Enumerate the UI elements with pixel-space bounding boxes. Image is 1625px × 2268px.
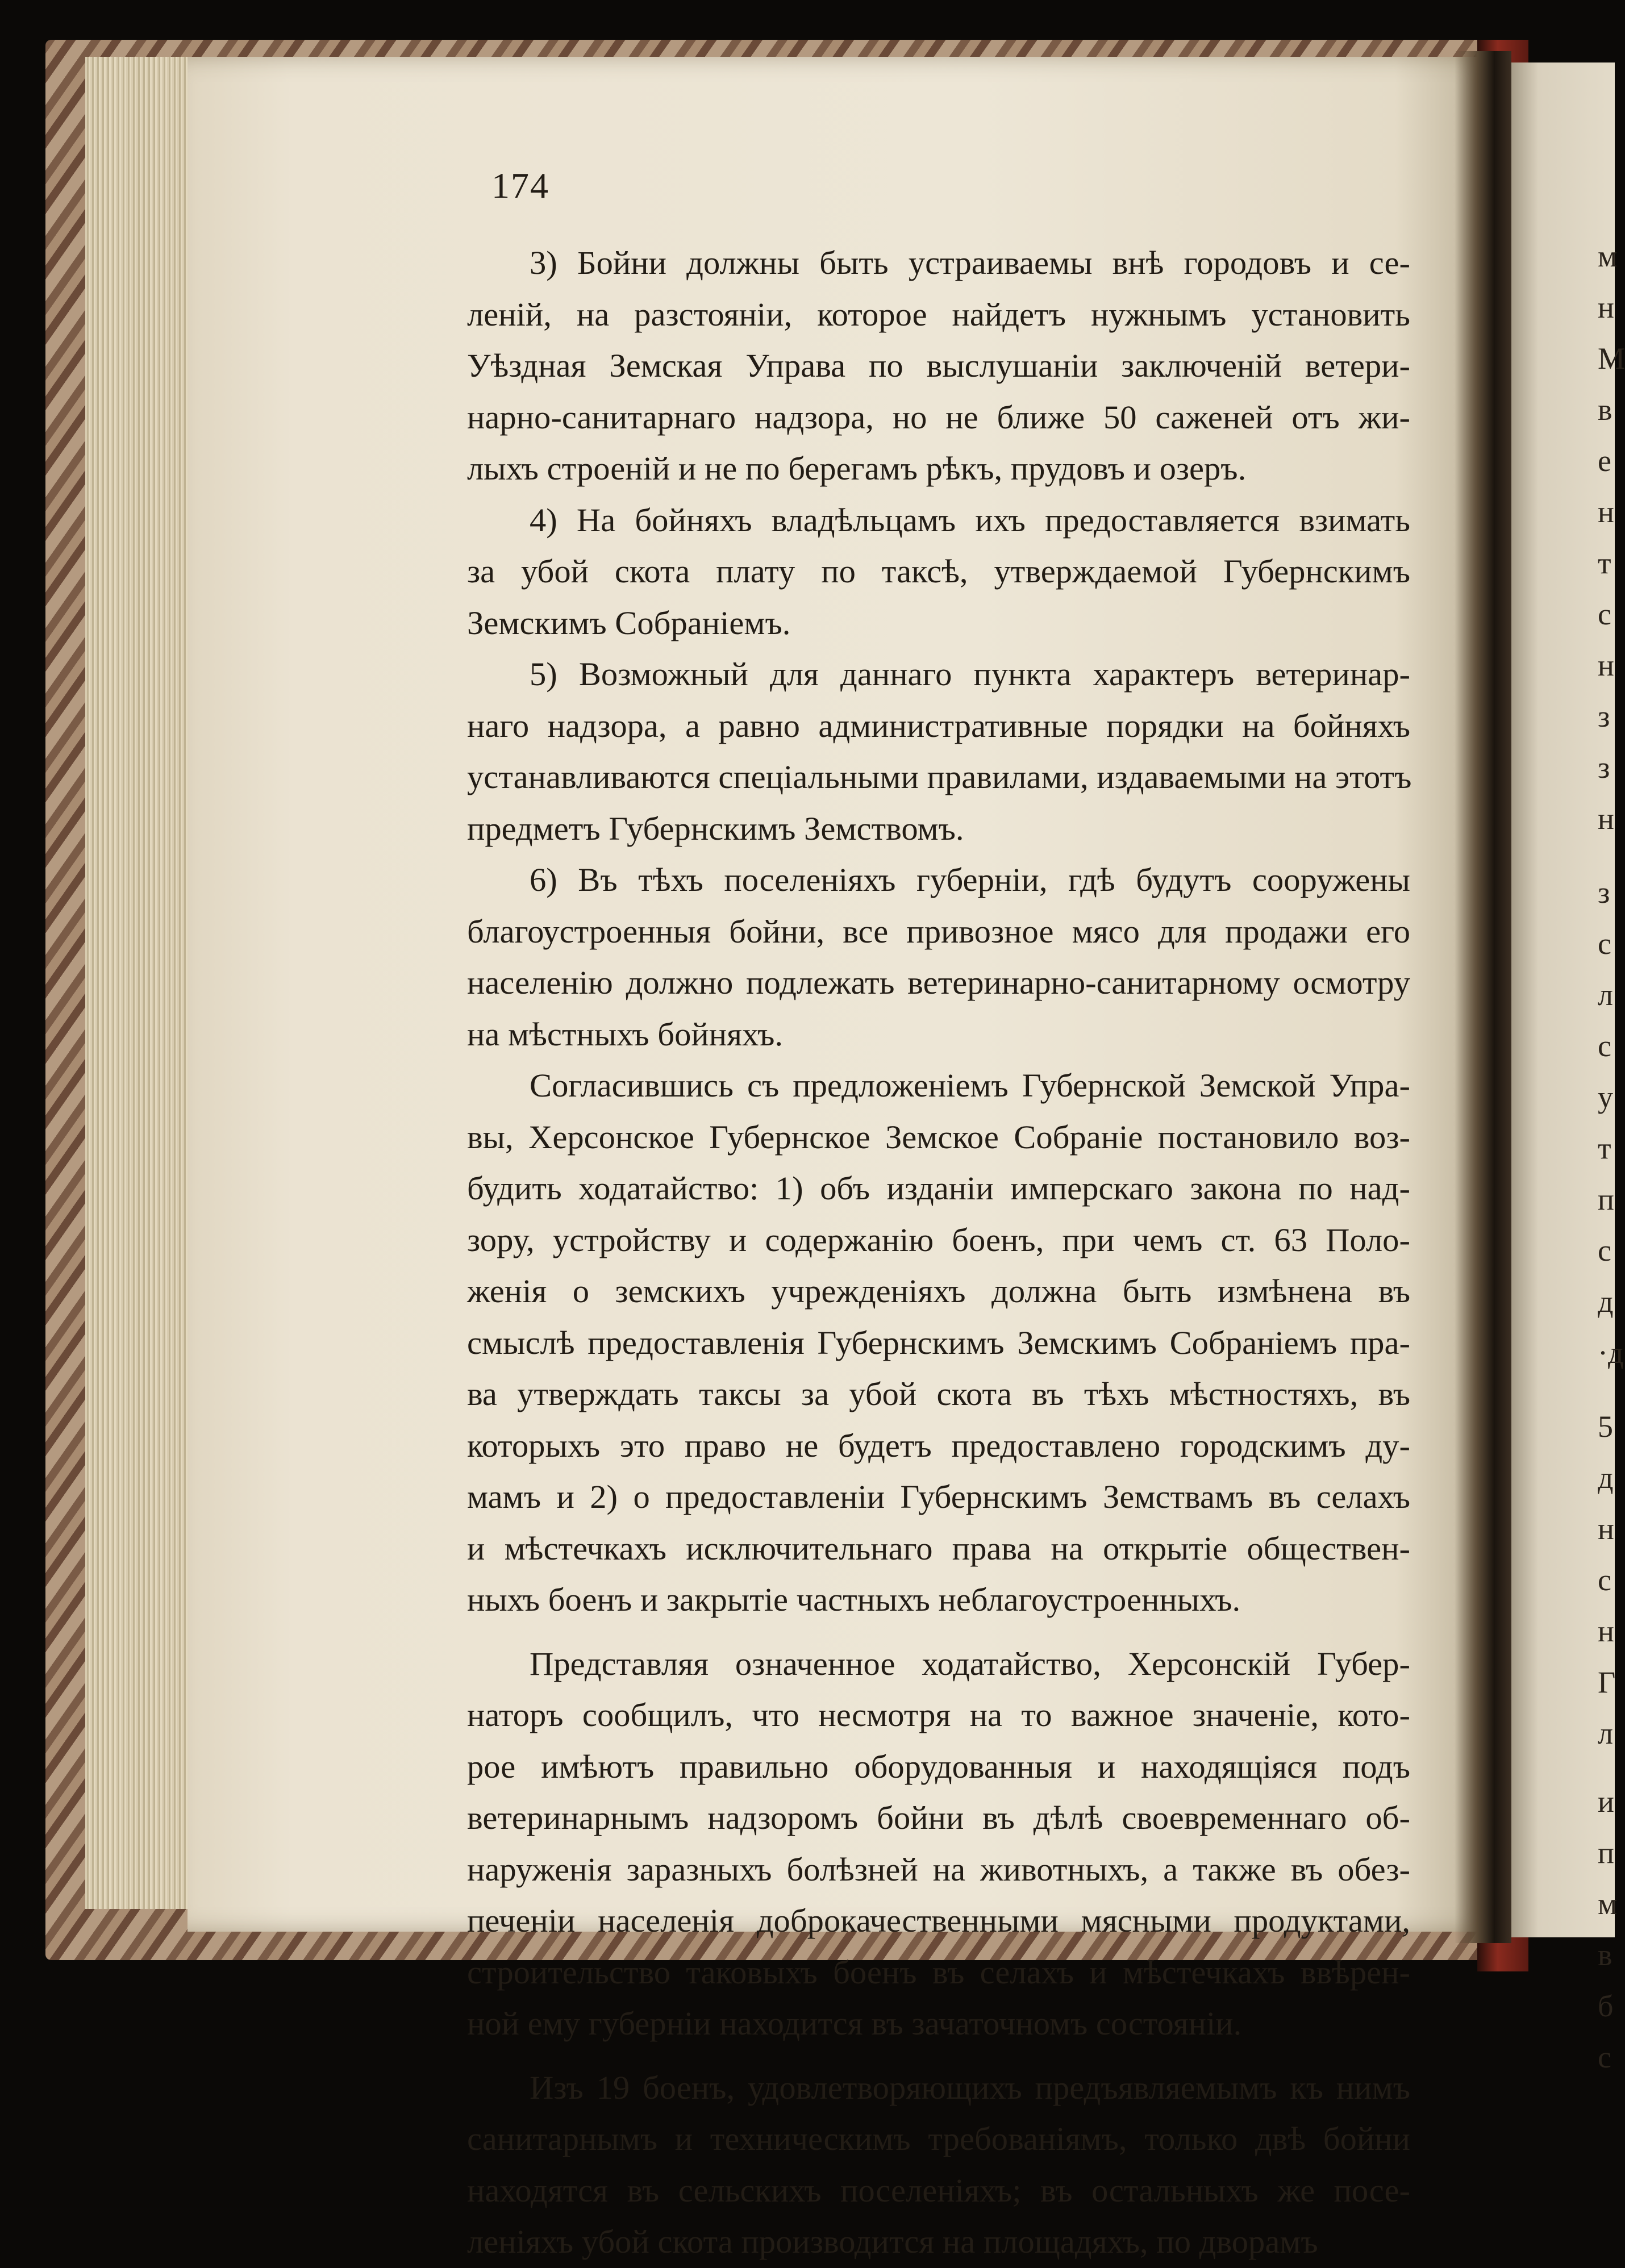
next-page-letter: Г: [1598, 1665, 1616, 1699]
text-line: Изъ 19 боенъ, удовлетворяющихъ предъявляемымъ къ нимъ: [530, 2069, 1410, 2106]
text-line: благоустроенныя бойни, все привозное мясо для продажи его: [467, 912, 1410, 950]
page-edges: [85, 57, 199, 1909]
paragraph: [467, 1639, 1410, 2050]
text-line: за убой скота плату по таксѣ, утверждаемой Губернскимъ: [467, 553, 1410, 590]
text-line: 3) Бойни должны быть устраиваемы внѣ городовъ и се-: [530, 244, 1410, 281]
next-page-letter: т: [1598, 546, 1611, 580]
text-line: Согласившись съ предложеніемъ Губернской Земской Упра-: [530, 1067, 1410, 1104]
text-line: предметъ Губернскимъ Земствомъ.: [467, 810, 964, 847]
text-line: и мѣстечкахъ исключительнаго права на открытіе обществен-: [467, 1529, 1410, 1567]
text-line: зору, устройству и содержанію боенъ, при чемъ ст. 63 Поло-: [467, 1221, 1410, 1258]
text-line: вы, Херсонское Губернское Земское Собраніе постановило воз-: [467, 1118, 1410, 1156]
next-page-letter: в: [1598, 1938, 1613, 1972]
text-line: ветеринарнымъ надзоромъ бойни въ дѣлѣ своевременнаго об-: [467, 1799, 1410, 1836]
page-number: 174: [491, 165, 549, 206]
next-page-letter: и: [1598, 1785, 1614, 1819]
text-line: печеніи населенія доброкачественными мясными продуктами,: [467, 1902, 1410, 1939]
next-page-letter: с: [1598, 597, 1611, 631]
next-page-letter: т: [1598, 1131, 1611, 1165]
text-line: 4) На бойняхъ владѣльцамъ ихъ предоставляется взимать: [530, 501, 1410, 539]
paragraph: [467, 1060, 1410, 1626]
next-page-letter: л: [1598, 978, 1613, 1012]
text-line: Уѣздная Земская Управа по выслушаніи заключеній ветери-: [467, 347, 1410, 384]
next-page-letter: п: [1598, 1182, 1614, 1216]
next-page-letter: д: [1598, 1285, 1614, 1319]
next-page-letter: л: [1598, 1716, 1613, 1750]
text-line: смыслѣ предоставленія Губернскимъ Земскимъ Собраніемъ пра-: [467, 1324, 1410, 1361]
text-line: ной ему губерніи находится въ зачаточномъ состояніи.: [467, 2005, 1242, 2042]
next-page-letter: е: [1598, 444, 1611, 478]
text-line: которыхъ это право не будетъ предоставлено городскимъ ду-: [467, 1427, 1410, 1464]
text-line: рое имѣютъ правильно оборудованныя и находящіяся подъ: [467, 1748, 1410, 1785]
next-page-letter: н: [1598, 290, 1614, 324]
next-page-letter: с: [1598, 2040, 1611, 2074]
next-page-letter: с: [1598, 1563, 1611, 1597]
next-page-letter: н: [1598, 802, 1614, 836]
text-line: 5) Возможный для даннаго пункта характеръ ветеринар-: [530, 656, 1410, 693]
next-page-letter: б: [1598, 1989, 1614, 2023]
next-page-letter: з: [1598, 699, 1610, 733]
next-page-letter: д: [1598, 1461, 1614, 1495]
next-page-letter: М: [1598, 341, 1625, 376]
text-line: леній, на разстояніи, которое найдетъ нужнымъ установить: [467, 295, 1410, 333]
text-line: женія о земскихъ учрежденіяхъ должна быть измѣнена въ: [467, 1273, 1410, 1310]
text-line: наруженія заразныхъ болѣзней на животныхъ, а также въ обез-: [467, 1850, 1410, 1888]
next-page-letter: н: [1598, 648, 1614, 682]
paragraph: [467, 2062, 1410, 2268]
next-page-letter: н: [1598, 1512, 1614, 1546]
paragraph-gap: [467, 1626, 1410, 1639]
text-line: ныхъ боенъ и закрытіе частныхъ неблагоустроенныхъ.: [467, 1581, 1241, 1618]
text-line: на мѣстныхъ бойняхъ.: [467, 1015, 784, 1053]
text-line: будить ходатайство: 1) объ изданіи имперскаго закона по над-: [467, 1170, 1410, 1207]
next-page-letter: з: [1598, 751, 1610, 785]
paragraph-gap: [467, 2050, 1410, 2062]
text-line: мамъ и 2) о предоставленіи Губернскимъ Земствамъ въ селахъ: [467, 1478, 1410, 1515]
text-line: санитарнымъ и техническимъ требованіямъ, только двѣ бойни: [467, 2120, 1410, 2157]
next-page-letter: м: [1598, 1887, 1618, 1921]
text-line: наторъ сообщилъ, что несмотря на то важное значеніе, кото-: [467, 1696, 1410, 1733]
text-line: 6) Въ тѣхъ поселеніяхъ губерніи, гдѣ будутъ сооружены: [530, 861, 1410, 898]
text-line: Земскимъ Собраніемъ.: [467, 604, 791, 641]
next-page-letter: н: [1598, 1614, 1614, 1648]
text-line: леніяхъ убой скота производится на площадяхъ, по дворамъ: [467, 2223, 1318, 2260]
paragraph: [467, 649, 1410, 854]
next-page-letter: з: [1598, 875, 1610, 910]
next-page-letter: п: [1598, 1836, 1614, 1870]
text-line: Представляя означенное ходатайство, Херсонскій Губер-: [530, 1645, 1410, 1682]
paragraph: [467, 237, 1410, 495]
paragraph: [467, 495, 1410, 649]
next-page-letter: с: [1598, 1029, 1611, 1063]
next-page-letter: м: [1598, 239, 1618, 273]
next-page-letter: 5: [1598, 1410, 1613, 1444]
page-gutter: [1455, 51, 1511, 1943]
next-page-letter: с: [1598, 927, 1611, 961]
text-line: нарно-санитарнаго надзора, но не ближе 50 саженей отъ жи-: [467, 398, 1410, 436]
text-line: находятся въ сельскихъ поселеніяхъ; въ остальныхъ же посе-: [467, 2171, 1410, 2209]
text-line: лыхъ строеній и не по берегамъ рѣкъ, прудовъ и озеръ.: [467, 450, 1247, 487]
next-page-letter: н: [1598, 495, 1614, 529]
body-text: [467, 237, 1410, 2268]
text-line: строительство таковыхъ боенъ въ селахъ и мѣстечкахъ ввѣрен-: [467, 1953, 1410, 1991]
text-line: наго надзора, а равно административные порядки на бойняхъ: [467, 707, 1410, 744]
text-line: населенію должно подлежать ветеринарно-санитарному осмотру: [467, 964, 1410, 1001]
next-page-letter: с: [1598, 1233, 1611, 1268]
paragraph: [467, 854, 1410, 1060]
next-page-letter: ·д: [1598, 1336, 1624, 1370]
text-line: устанавливаются спеціальными правилами, издаваемыми на этотъ: [467, 758, 1412, 795]
next-page-letter: у: [1598, 1080, 1613, 1114]
next-page-letter: в: [1598, 393, 1613, 427]
text-line: ва утверждать таксы за убой скота въ тѣхъ мѣстностяхъ, въ: [467, 1375, 1410, 1412]
